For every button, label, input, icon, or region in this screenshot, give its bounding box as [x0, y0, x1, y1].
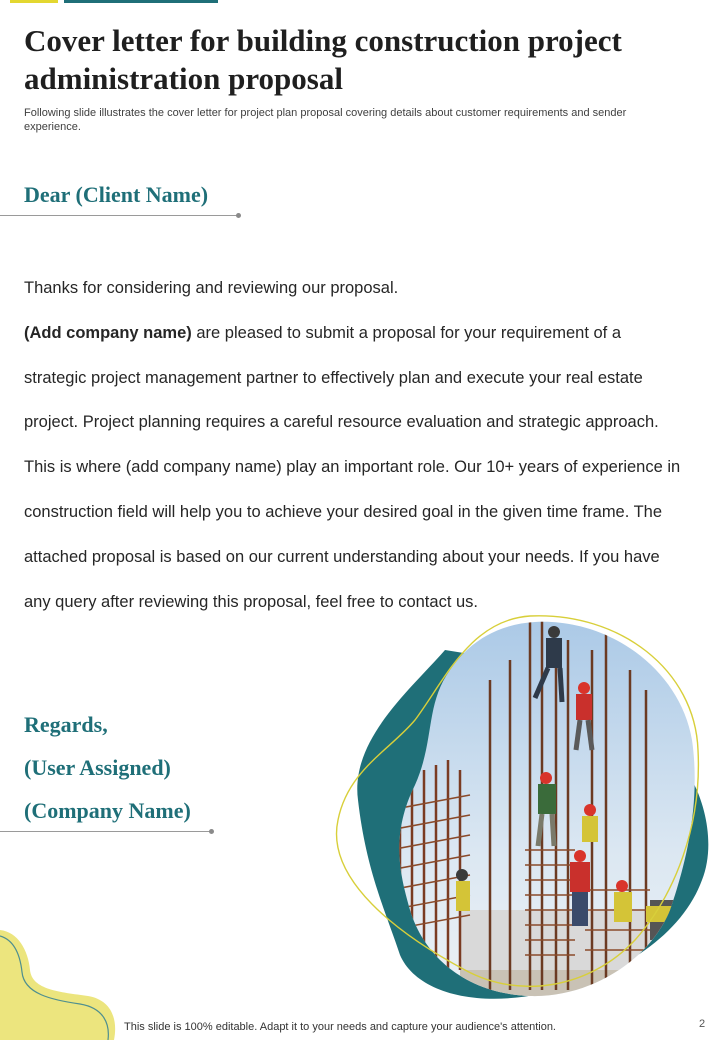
signoff-company: (Company Name) [24, 798, 191, 823]
top-accent-bar-teal [64, 0, 218, 3]
page-subtitle: Following slide illustrates the cover letter for project plan proposal covering details about customer requirements and sender experience. [24, 107, 627, 133]
divider-dot-icon [209, 829, 214, 834]
divider-dot-icon [236, 213, 241, 218]
signoff-divider [0, 831, 211, 832]
letter-paragraph-text: are pleased to submit a proposal for your requirement of a strategic project management partner to effectively plan and execute your real estate project. Project planning requires a careful resource evaluation and strategic approach. This is where (add company name) play an important role. Our 10+ years of experience in construction field will help you to achieve your desired goal in the given time frame. The attached proposal is based on our current understanding about your needs. If you have any query after reviewing this proposal, feel free to contact us. [24, 323, 681, 611]
greeting-divider [0, 215, 238, 216]
footer-note: This slide is 100% editable. Adapt it to your needs and capture your audience's attention. [124, 1021, 556, 1033]
letter-signoff [24, 703, 191, 832]
top-accent-bar-yellow [10, 0, 58, 3]
construction-workers-photo-icon [330, 610, 720, 1010]
page-title: Cover letter for building construction project administration proposal [24, 23, 622, 96]
letter-body [24, 266, 684, 624]
page-number: 2 [699, 1018, 706, 1030]
company-name-placeholder: (Add company name) [24, 323, 192, 342]
letter-greeting: Dear (Client Name) [24, 182, 209, 207]
letter-intro: Thanks for considering and reviewing our proposal. [24, 279, 399, 297]
letter-paragraph [24, 311, 684, 625]
signoff-regards: Regards, [24, 712, 108, 737]
signoff-user: (User Assigned) [24, 755, 171, 780]
yellow-corner-blob-icon [0, 930, 130, 1040]
construction-photo [330, 610, 720, 1010]
